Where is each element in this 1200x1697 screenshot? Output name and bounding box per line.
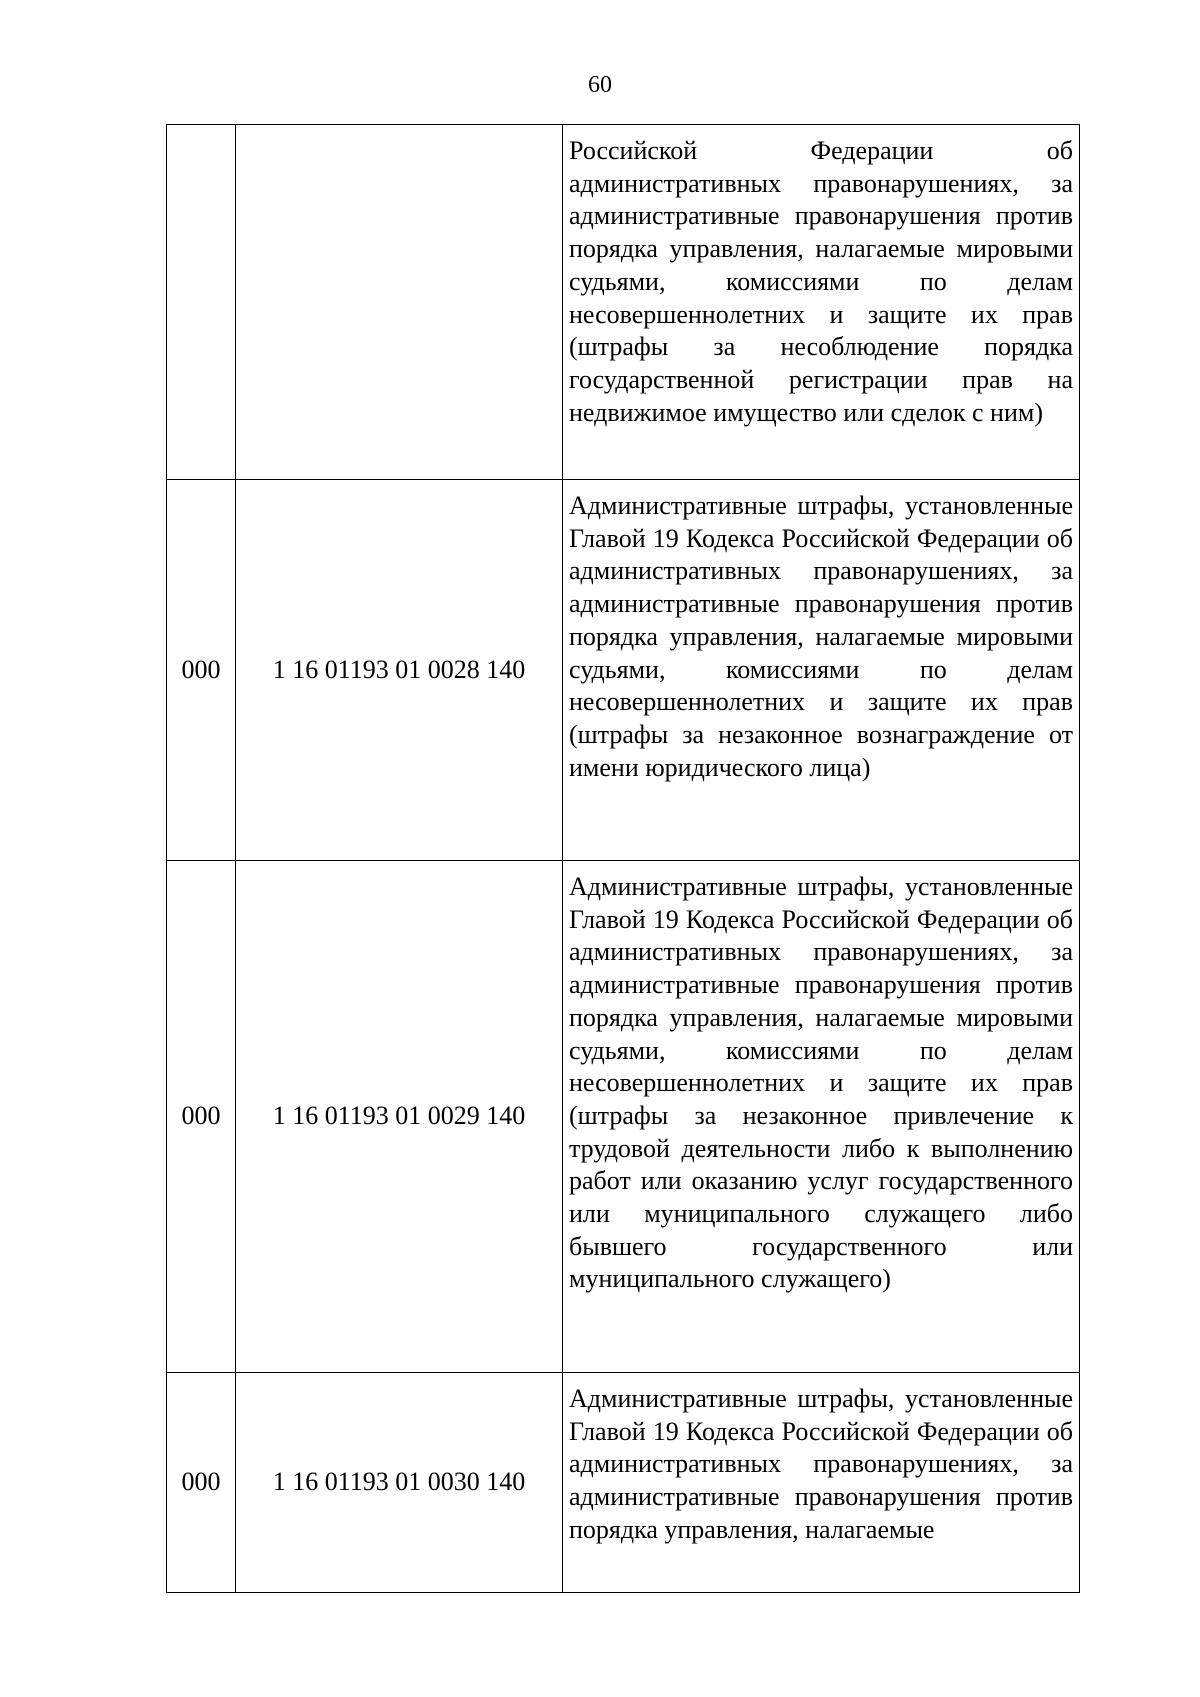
table-row <box>167 480 1080 861</box>
kbk-code-cell <box>236 125 563 480</box>
table-row <box>167 125 1080 480</box>
kbk-code-cell: 1 16 01193 01 0028 140 <box>236 480 563 861</box>
budget-classification-table <box>166 124 1080 1593</box>
page-number: 60 <box>588 72 612 98</box>
admin-code-cell <box>167 125 236 480</box>
admin-code-cell: 000 <box>167 480 236 861</box>
table-row <box>167 1373 1080 1593</box>
table-row <box>167 861 1080 1373</box>
kbk-code-cell: 1 16 01193 01 0029 140 <box>236 861 563 1373</box>
description-cell: Административные штрафы, установленные Главой 19 Кодекса Российской Федерации об административных правонарушениях, за административные правонарушения против порядка управления, налагаемые <box>563 1373 1080 1593</box>
description-cell: Административные штрафы, установленные Главой 19 Кодекса Российской Федерации об административных правонарушениях, за административные правонарушения против порядка управления, налагаемые мировыми судьями, комиссиями по делам несовершеннолетних и защите их прав (штрафы за незаконное вознаграждение от имени юридического лица) <box>563 480 1080 861</box>
description-cell: Административные штрафы, установленные Главой 19 Кодекса Российской Федерации об административных правонарушениях, за административные правонарушения против порядка управления, налагаемые мировыми судьями, комиссиями по делам несовершеннолетних и защите их прав (штрафы за незаконное привлечение к трудовой деятельности либо к выполнению работ или оказанию услуг государственного или муниципального служащего либо бывшего государственного или муниципального служащего) <box>563 861 1080 1373</box>
admin-code-cell: 000 <box>167 1373 236 1593</box>
description-cell: Российской Федерации об административных правонарушениях, за административные правонарушения против порядка управления, налагаемые мировыми судьями, комиссиями по делам несовершеннолетних и защите их прав (штрафы за несоблюдение порядка государственной регистрации прав на недвижимое имущество или сделок с ним) <box>563 125 1080 480</box>
admin-code-cell: 000 <box>167 861 236 1373</box>
kbk-code-cell: 1 16 01193 01 0030 140 <box>236 1373 563 1593</box>
